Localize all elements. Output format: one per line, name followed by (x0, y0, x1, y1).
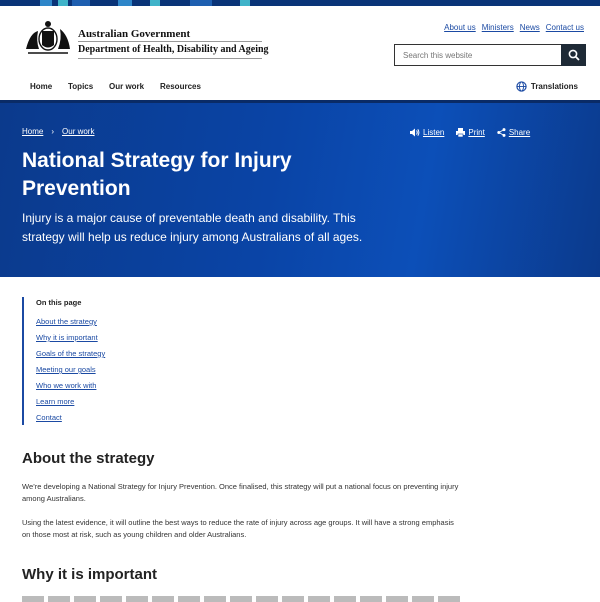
utility-links (444, 23, 584, 32)
toc-link-learn-more[interactable]: Learn more (36, 397, 75, 406)
utility-link-contact-us[interactable]: Contact us (545, 23, 584, 32)
globe-icon (516, 81, 527, 92)
nav-home[interactable]: Home (30, 82, 53, 91)
page-title: National Strategy for Injury Prevention (22, 149, 292, 200)
share-icon (497, 128, 506, 137)
section-heading-why: Why it is important (22, 566, 157, 583)
search-input[interactable] (394, 44, 561, 66)
toc-link-about-the-strategy[interactable]: About the strategy (36, 317, 97, 326)
main-navigation (0, 74, 600, 100)
toc-link-goals-of-the-strategy[interactable]: Goals of the strategy (36, 349, 106, 358)
utility-link-about-us[interactable]: About us (444, 23, 476, 32)
share-button[interactable] (497, 128, 530, 137)
nav-our-work[interactable]: Our work (109, 82, 145, 91)
site-search (394, 44, 586, 66)
on-this-page-menu (22, 297, 222, 425)
toc-link-why-it-is-important[interactable]: Why it is important (36, 333, 98, 342)
breadcrumb (22, 127, 94, 136)
dept-name: Department of Health, Disability and Ageing (78, 44, 269, 55)
toc-link-who-we-work-with[interactable]: Who we work with (36, 381, 97, 390)
utility-link-news[interactable]: News (519, 23, 540, 32)
toc-link-contact[interactable]: Contact (36, 413, 62, 422)
print-label: Print (468, 128, 485, 137)
coat-of-arms-logo[interactable] (22, 19, 74, 57)
breadcrumb-our-work[interactable]: Our work (62, 127, 95, 136)
toc-link-meeting-our-goals[interactable]: Meeting our goals (36, 365, 96, 374)
breadcrumb-home[interactable]: Home (22, 127, 44, 136)
dept-divider (78, 41, 262, 42)
about-paragraph-2: Using the latest evidence, it will outline the best ways to reduce the rate of injury across age groups. It will have a strong emphasis on those most at risk, such as young children and older Australians. (22, 518, 454, 539)
chevron-right-icon: › (51, 127, 55, 136)
about-paragraph-1: We’re developing a National Strategy for Injury Prevention. Once finalised, this strategy will put a national focus on preventing injury among Australians. (22, 482, 459, 503)
page-actions (410, 128, 530, 137)
listen-button[interactable] (410, 128, 444, 137)
toc-heading: On this page (36, 298, 82, 307)
page-lead: Injury is a major cause of preventable death and disability. This strategy will help us reduce injury among Australians of all ages. (22, 211, 363, 244)
translations-link[interactable] (516, 81, 578, 92)
speaker-icon (410, 128, 420, 137)
utility-link-ministers[interactable]: Ministers (481, 23, 514, 32)
search-icon (568, 49, 580, 61)
nav-topics[interactable]: Topics (68, 82, 94, 91)
listen-label: Listen (423, 128, 445, 137)
printer-icon (456, 128, 465, 137)
site-header (0, 6, 600, 74)
search-button[interactable] (561, 44, 586, 66)
section-heading-about: About the strategy (22, 450, 155, 467)
dept-divider-bottom (78, 58, 262, 59)
page-hero (0, 100, 600, 277)
gov-name: Australian Government (78, 28, 191, 40)
translations-label: Translations (530, 82, 578, 91)
truncated-text-line (22, 596, 462, 602)
share-label: Share (508, 128, 531, 137)
nav-resources[interactable]: Resources (160, 82, 201, 91)
print-button[interactable] (456, 128, 484, 137)
